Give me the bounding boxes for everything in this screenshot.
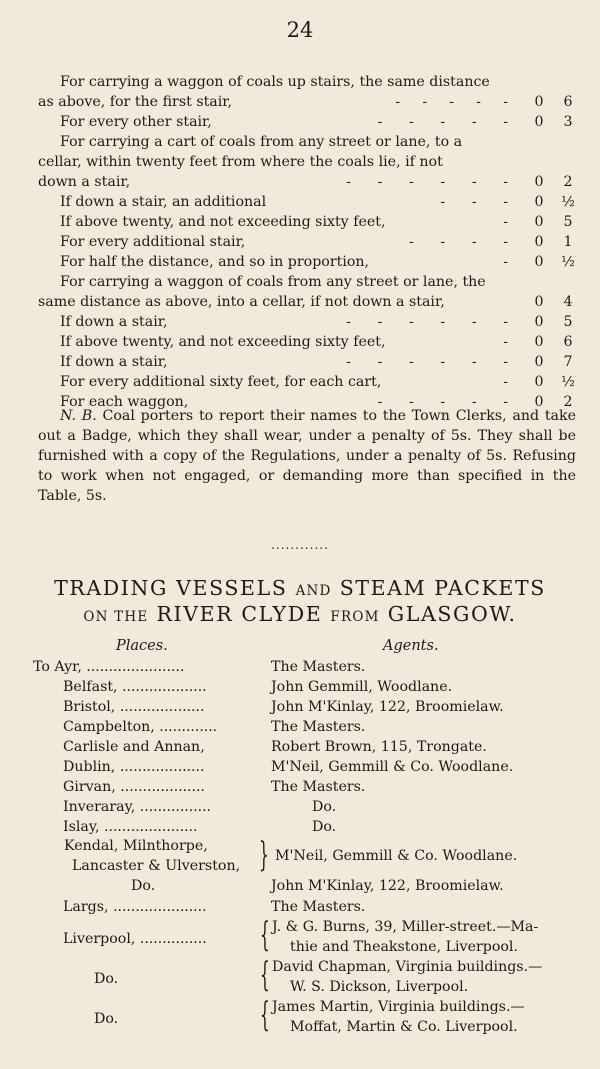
heading-line-2 bbox=[0, 602, 600, 626]
nb-text: Coal porters to report their names to the Town Clerks, and take out a Badge, which they shall wear, under a penalty of 5s. They shall be furnished with a copy of the Regulations, under a penalty of 5s. Refusing to work when not engaged, or demanding more than specified in the Table, 5s. bbox=[38, 408, 576, 504]
fare-shillings: 0 bbox=[534, 394, 544, 410]
nb-note bbox=[38, 406, 576, 506]
nb-lead: N. B. bbox=[60, 408, 97, 424]
place-largs-name: Largs, bbox=[63, 899, 109, 915]
fare-shillings: 0 bbox=[534, 194, 544, 210]
fare-pence: ½ bbox=[561, 254, 575, 270]
vessel-place-name: Islay, bbox=[63, 819, 100, 835]
vessel-agent: Do. bbox=[312, 799, 337, 815]
fare-shillings: 0 bbox=[534, 354, 544, 370]
liverpool-agent-line1: James Martin, Virginia buildings.— bbox=[272, 999, 525, 1015]
fare-row-text: If above twenty, and not exceeding sixty feet, bbox=[60, 214, 386, 230]
fare-shillings: 0 bbox=[534, 214, 544, 230]
fare-shillings: 0 bbox=[534, 334, 544, 350]
vessel-place bbox=[63, 757, 204, 777]
vessel-place-dots: ..................... bbox=[104, 819, 198, 835]
fare-row-dashes: - - - - bbox=[408, 234, 508, 250]
fare-shillings: 0 bbox=[534, 234, 544, 250]
fare-row-dashes: - - - - - bbox=[377, 394, 508, 410]
liverpool-place bbox=[94, 969, 118, 989]
liverpool-place bbox=[94, 1009, 118, 1029]
heading-steam-packets: STEAM PACKETS bbox=[339, 576, 546, 600]
liverpool-place bbox=[63, 929, 207, 949]
vessel-place-dots: ................... bbox=[120, 779, 205, 795]
vessel-place bbox=[63, 797, 211, 817]
vessel-agent: Robert Brown, 115, Trongate. bbox=[271, 739, 487, 755]
fare-pence: 7 bbox=[563, 354, 573, 370]
heading-glasgow: GLASGOW. bbox=[387, 602, 517, 626]
liverpool-agent-line2: W. S. Dickson, Liverpool. bbox=[290, 979, 469, 995]
fare-row-dashes: - - - - - - bbox=[346, 174, 508, 190]
fare-row-dashes: - - - bbox=[440, 194, 508, 210]
fare-shillings: 0 bbox=[534, 314, 544, 330]
vessel-agent: M'Neil, Gemmill & Co. Woodlane. bbox=[271, 759, 514, 775]
vessel-place-dots: ................... bbox=[119, 759, 205, 775]
fare-row-text: For carrying a waggon of coals from any street or lane, the bbox=[60, 274, 486, 290]
vessel-place-name: Carlisle and Annan, bbox=[63, 739, 205, 755]
liverpool-place-dots: ............... bbox=[139, 931, 207, 947]
fare-row-dashes: - bbox=[503, 214, 508, 230]
place-kendal-line2: Lancaster & Ulverston, bbox=[72, 858, 241, 874]
fare-row-text: same distance as above, into a cellar, if not down a stair, bbox=[38, 294, 445, 310]
fare-row-dashes: - bbox=[503, 254, 508, 270]
vessel-agent: The Masters. bbox=[271, 779, 366, 795]
fare-row-text: For each waggon, bbox=[60, 394, 189, 410]
fare-row-dashes: - bbox=[503, 374, 508, 390]
heading-on-the: ON THE bbox=[83, 609, 149, 625]
fare-pence: 2 bbox=[563, 174, 573, 190]
agent-kendal: M'Neil, Gemmill & Co. Woodlane. bbox=[275, 848, 518, 864]
fare-row-text: For carrying a waggon of coals up stairs, the same distance bbox=[60, 74, 490, 90]
brace-kendal: } bbox=[258, 835, 269, 875]
vessel-place-dots: ...................... bbox=[86, 659, 185, 675]
vessel-place-name: Inveraray, bbox=[63, 799, 136, 815]
fare-row-text: For carrying a cart of coals from any street or lane, to a bbox=[60, 134, 463, 150]
fare-row-dashes: - - - - - bbox=[395, 94, 508, 110]
fare-row-text: If above twenty, and not exceeding sixty feet, bbox=[60, 334, 386, 350]
fare-pence: 2 bbox=[563, 394, 573, 410]
fare-row-text: For every additional sixty feet, for each cart, bbox=[60, 374, 382, 390]
fare-row-dashes: - - - - - - bbox=[346, 314, 508, 330]
place-kendal-line1: Kendal, Milnthorpe, bbox=[64, 838, 208, 854]
vessel-place-name: Girvan, bbox=[63, 779, 116, 795]
liverpool-agent-line1: J. & G. Burns, 39, Miller-street.—Ma- bbox=[272, 919, 539, 935]
agent-kendal-do: John M'Kinlay, 122, Broomielaw. bbox=[271, 878, 504, 894]
fare-pence: 6 bbox=[563, 94, 573, 110]
fare-row-text: cellar, within twenty feet from where the coals lie, if not bbox=[38, 154, 443, 170]
fare-row-dashes: - - - - - - bbox=[346, 354, 508, 370]
place-largs bbox=[63, 897, 207, 917]
vessel-place bbox=[33, 657, 184, 677]
fare-shillings: 0 bbox=[534, 94, 544, 110]
vessel-place-name: Campbelton, bbox=[63, 719, 155, 735]
liverpool-agent-line2: Moffat, Martin & Co. Liverpool. bbox=[290, 1019, 518, 1035]
vessel-agent: The Masters. bbox=[271, 659, 366, 675]
vessel-place bbox=[63, 817, 198, 837]
vessel-place-dots: ................... bbox=[119, 699, 205, 715]
page-number: 24 bbox=[286, 18, 314, 42]
vessel-place bbox=[63, 777, 205, 797]
heading-trading-vessels: TRADING VESSELS bbox=[54, 576, 288, 600]
fare-pence: 1 bbox=[563, 234, 573, 250]
fare-pence: 6 bbox=[563, 334, 573, 350]
vessel-place-dots: ............. bbox=[159, 719, 218, 735]
vessel-place-name: Dublin, bbox=[63, 759, 116, 775]
vessel-place-name: To Ayr, bbox=[33, 659, 82, 675]
brace-liverpool: { bbox=[259, 995, 270, 1035]
liverpool-place-name: Do. bbox=[94, 971, 119, 987]
vessel-agent: The Masters. bbox=[271, 719, 366, 735]
place-largs-dots: ..................... bbox=[113, 899, 207, 915]
brace-liverpool: { bbox=[259, 915, 270, 955]
agent-largs: The Masters. bbox=[271, 899, 366, 915]
vessel-place bbox=[63, 717, 217, 737]
fare-row-dashes: - bbox=[503, 334, 508, 350]
fare-pence: ½ bbox=[561, 374, 575, 390]
fare-pence: 4 bbox=[563, 294, 573, 310]
vessel-agent: John M'Kinlay, 122, Broomielaw. bbox=[271, 699, 504, 715]
place-kendal-do: Do. bbox=[131, 878, 156, 894]
fare-row-text: If down a stair, bbox=[60, 314, 168, 330]
heading-river-clyde: RIVER CLYDE bbox=[156, 602, 323, 626]
fare-pence: 5 bbox=[563, 214, 573, 230]
brace-liverpool: { bbox=[259, 955, 270, 995]
vessel-place-name: Bristol, bbox=[63, 699, 116, 715]
fare-pence: ½ bbox=[561, 194, 575, 210]
fare-shillings: 0 bbox=[534, 254, 544, 270]
vessel-place-dots: ................ bbox=[139, 799, 211, 815]
liverpool-place-name: Liverpool, bbox=[63, 931, 136, 947]
vessel-agent: Do. bbox=[312, 819, 337, 835]
liverpool-place-name: Do. bbox=[94, 1011, 119, 1027]
liverpool-agent-line1: David Chapman, Virginia buildings.— bbox=[272, 959, 543, 975]
fare-pence: 3 bbox=[563, 114, 573, 130]
heading-from: FROM bbox=[330, 609, 380, 625]
fare-shillings: 0 bbox=[534, 294, 544, 310]
heading-and: AND bbox=[295, 583, 332, 599]
fare-row-text: For half the distance, and so in proportion, bbox=[60, 254, 370, 270]
fare-row-text: If down a stair, an additional bbox=[60, 194, 267, 210]
fare-pence: 5 bbox=[563, 314, 573, 330]
fare-shillings: 0 bbox=[534, 174, 544, 190]
fare-row-text: For every additional stair, bbox=[60, 234, 246, 250]
vessel-agent: John Gemmill, Woodlane. bbox=[271, 679, 453, 695]
column-header-agents: Agents. bbox=[383, 638, 439, 654]
vessel-place bbox=[63, 697, 204, 717]
fare-row-text: For every other stair, bbox=[60, 114, 212, 130]
fare-row-text: down a stair, bbox=[38, 174, 131, 190]
vessel-place-name: Belfast, bbox=[63, 679, 118, 695]
fare-shillings: 0 bbox=[534, 374, 544, 390]
vessel-place-dots: ................... bbox=[122, 679, 207, 695]
fare-row-text: If down a stair, bbox=[60, 354, 168, 370]
fare-shillings: 0 bbox=[534, 114, 544, 130]
fare-row-dashes: - - - - - bbox=[377, 114, 508, 130]
heading-line-1 bbox=[0, 576, 600, 600]
vessel-place bbox=[63, 677, 207, 697]
fare-row-text: as above, for the first stair, bbox=[38, 94, 233, 110]
vessel-place bbox=[63, 737, 205, 757]
column-header-places: Places. bbox=[116, 638, 168, 654]
liverpool-agent-line2: thie and Theakstone, Liverpool. bbox=[290, 939, 518, 955]
section-separator: ............ bbox=[271, 538, 329, 552]
